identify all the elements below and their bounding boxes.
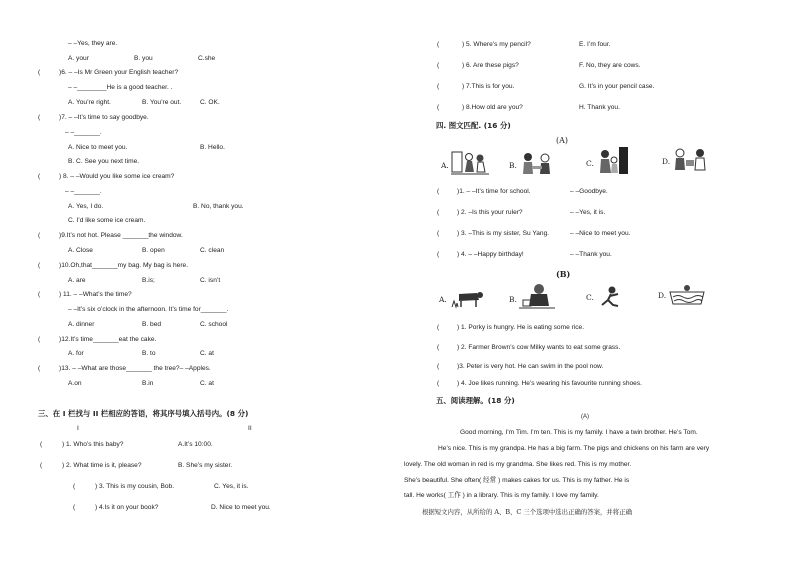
answer-bracket[interactable]: ( <box>38 69 41 76</box>
option-b: B. Hello. <box>200 144 225 151</box>
picture-sentence: ) 2. Farmer Brown’s cow Milky wants to eat some grass. <box>457 344 621 351</box>
picture-label-a: A. <box>441 161 449 170</box>
option-b: B. bed <box>142 321 162 328</box>
passage-line: He’s nice. This is my grandpa. He has a big farm. The pigs and chickens on his farm are very <box>438 445 710 452</box>
option-c: C. at <box>200 350 214 357</box>
answer-line: – –________He is a good teacher. . <box>68 84 173 91</box>
match-reply: C. Yes, it is. <box>214 483 249 490</box>
answer-bracket[interactable]: ( <box>437 251 440 258</box>
answer-bracket[interactable]: ( <box>437 209 440 216</box>
question-6: )6. – –Is Mr Green your English teacher? <box>59 69 179 76</box>
picture-label-d: D. <box>662 157 671 166</box>
cow-picture <box>450 287 486 309</box>
passage-label: (A) <box>581 414 589 420</box>
question-10: )10.Oh,that_______my bag. My bag is here. <box>59 262 189 269</box>
ruler-scene-picture <box>519 150 555 176</box>
passage-line: tall. He works( 工作 ) in a library. This is my family. I love my family. <box>404 492 599 499</box>
answer-bracket[interactable]: ( <box>38 232 41 239</box>
passage-line: Good morning, I’m Tim. I’m ten. This is my family. I have a twin brother. He’s Tom. <box>460 429 698 436</box>
answer-bracket[interactable]: ( <box>73 504 76 511</box>
answer-bracket[interactable]: ( <box>38 114 41 121</box>
picture-label-c: C. <box>586 159 594 168</box>
passage-line: lovely. The old woman in red is my grandma. She likes red. This is my mother. <box>404 461 632 468</box>
school-scene-picture <box>451 150 489 176</box>
birthday-scene-picture <box>672 146 708 172</box>
answer-line: – –Yes, they are. <box>68 40 118 47</box>
option-b: B. you <box>134 55 153 62</box>
option-b: B.in <box>142 380 154 387</box>
dialogue-reply: – –Nice to meet you. <box>570 230 631 237</box>
option-c: C. isn’t <box>200 277 221 284</box>
picture-sentence: ) 1. Porky is hungry. He is eating some rice. <box>457 324 585 331</box>
family-scene-picture <box>597 146 631 176</box>
option-b: B.is; <box>142 277 155 284</box>
match-item: ) 2. What time is it, please? <box>62 462 142 469</box>
answer-bracket[interactable]: ( <box>437 62 440 69</box>
running-boy-picture <box>598 286 624 308</box>
option-a: A. Close <box>68 247 93 254</box>
dialogue-item: ) 3. –This is my sister, Su Yang. <box>457 230 550 237</box>
dialogue-reply: – –Thank you. <box>570 251 612 258</box>
answer-bracket[interactable]: ( <box>38 336 41 343</box>
answer-bracket[interactable]: ( <box>437 363 440 370</box>
match-item: ) 8.How old are you? <box>462 104 523 111</box>
answer-bracket[interactable]: ( <box>38 173 41 180</box>
dialogue-item: )1. – –It’s time for school. <box>457 188 531 195</box>
option-a: A. are <box>68 277 86 284</box>
picture-label-c: C. <box>586 293 594 302</box>
match-item: ) 7.This is for you. <box>462 83 515 90</box>
match-reply: G. It’s in your pencil case. <box>579 83 655 90</box>
option-a: A. your <box>68 55 89 62</box>
answer-bracket[interactable]: ( <box>40 441 43 448</box>
dialogue-item: ) 4. – –Happy birthday! <box>457 251 524 258</box>
question-13: )13. – –What are those_______ the tree?– –Apples. <box>59 365 211 372</box>
option-c: B. C. See you next time. <box>68 158 140 165</box>
answer-bracket[interactable]: ( <box>437 230 440 237</box>
picture-label-b: B. <box>509 295 517 304</box>
answer-bracket[interactable]: ( <box>437 324 440 331</box>
group-b-label: (B) <box>556 269 571 279</box>
picture-label-a: A. <box>439 295 447 304</box>
dialogue-reply: – –Yes, it is. <box>570 209 606 216</box>
option-a: A. dinner <box>68 321 95 328</box>
answer-bracket[interactable]: ( <box>38 365 41 372</box>
match-item: ) 5. Where’s my pencil? <box>462 41 531 48</box>
match-reply: H. Thank you. <box>579 104 620 111</box>
answer-bracket[interactable]: ( <box>38 291 41 298</box>
answer-line: – –_______. <box>65 188 102 195</box>
question-7: )7. – –It’s time to say goodbye. <box>59 114 149 121</box>
option-c: C. at <box>200 380 214 387</box>
answer-bracket[interactable]: ( <box>73 483 76 490</box>
picture-label-d: D. <box>658 291 667 300</box>
match-item: ) 1. Who’s this baby? <box>62 441 124 448</box>
option-a: A. You’re right. <box>68 99 111 106</box>
pig-eating-picture <box>519 282 555 310</box>
answer-line: – –_______. <box>65 129 102 136</box>
option-b: B. No, thank you. <box>193 203 244 210</box>
answer-bracket[interactable]: ( <box>40 462 43 469</box>
match-reply: A.It’s 10:00. <box>178 441 213 448</box>
option-b: B. to <box>142 350 156 357</box>
match-item: ) 6. Are these pigs? <box>462 62 519 69</box>
option-c: C. OK. <box>200 99 220 106</box>
column-i-label: I <box>77 425 79 432</box>
answer-bracket[interactable]: ( <box>437 83 440 90</box>
answer-bracket[interactable]: ( <box>437 104 440 111</box>
match-item: ) 4.Is it on your book? <box>95 504 159 511</box>
answer-bracket[interactable]: ( <box>437 41 440 48</box>
picture-label-b: B. <box>509 161 517 170</box>
match-reply: F. No, they are cows. <box>579 62 641 69</box>
option-b: B. open <box>142 247 165 254</box>
column-ii-label: II <box>248 425 252 432</box>
picture-sentence: )3. Peter is very hot. He can swim in the pool now. <box>457 363 604 370</box>
question-9: )9.It’s not hot. Please _______the window. <box>59 232 183 239</box>
option-c: C.she <box>198 55 216 62</box>
picture-sentence: ) 4. Joe likes running. He’s wearing his favourite running shoes. <box>457 380 642 387</box>
option-b: B. You’re out. <box>142 99 182 106</box>
section-5-heading: 五、阅读理解。(18 分) <box>436 396 515 405</box>
instruction-line: 根据短文内容，从所给的 A、B、C 三个选项中选出正确的答案，并将正确 <box>422 508 632 516</box>
passage-line: She’s beautiful. She often( 经常 ) makes cakes for us. This is my father. He is <box>404 477 630 484</box>
dialogue-item: ) 2. –Is this your ruler? <box>457 209 523 216</box>
answer-bracket[interactable]: ( <box>437 188 440 195</box>
question-12: )12.It’s time_______eat the cake. <box>59 336 157 343</box>
match-item: ) 3. This is my cousin, Bob. <box>95 483 175 490</box>
option-a: A. Yes, I do. <box>68 203 104 210</box>
option-c: C. I’d like some ice cream. <box>68 217 146 224</box>
option-a: A. Nice to meet you. <box>68 144 128 151</box>
option-a: A. for <box>68 350 84 357</box>
match-reply: D. Nice to meet you. <box>211 504 271 511</box>
dialogue-reply: – –Goodbye. <box>570 188 608 195</box>
match-reply: B. She’s my sister. <box>178 462 233 469</box>
section-3-heading: 三、在 I 栏找与 II 栏相应的答语，将其序号填入括号内。(8 分) <box>38 409 249 418</box>
question-11: ) 11. – –What’s the time? <box>59 291 132 298</box>
answer-line: – –It’s six o’clock in the afternoon. It’s time for_______. <box>68 306 229 313</box>
question-8: ) 8. – –Would you like some ice cream? <box>59 173 175 180</box>
section-4-heading: 四. 图文匹配. (16 分) <box>436 121 511 130</box>
match-reply: E. I’m four. <box>579 41 611 48</box>
option-a: A.on <box>68 380 82 387</box>
answer-bracket[interactable]: ( <box>38 262 41 269</box>
option-c: C. school <box>200 321 228 328</box>
answer-bracket[interactable]: ( <box>437 380 440 387</box>
group-a-label: (A) <box>556 136 569 145</box>
option-c: C. clean <box>200 247 225 254</box>
answer-bracket[interactable]: ( <box>437 344 440 351</box>
swimming-pool-picture <box>668 282 706 308</box>
